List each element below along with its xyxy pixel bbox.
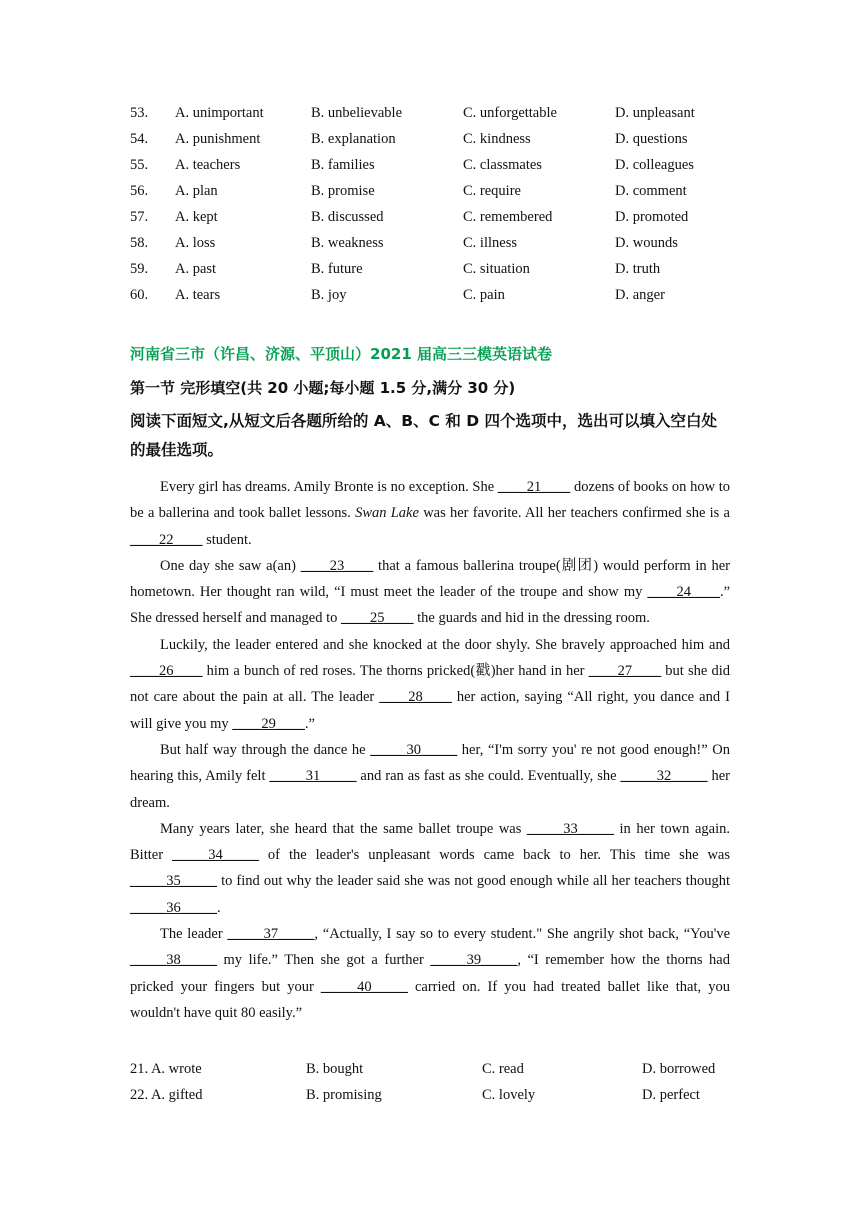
passage-text: was her favorite. All her teachers confirmed she is a bbox=[418, 505, 730, 522]
passage-text: , “Actually, I say so to every student." She angrily shot back, “You've bbox=[314, 926, 731, 943]
blank-23: ____23____ bbox=[300, 557, 374, 574]
passage-text: in her town again. Bitter bbox=[130, 820, 730, 864]
passage-text: and ran as fast as she could. Eventually, she bbox=[356, 768, 621, 785]
passage-text: Many years later, she heard that the same ballet troupe was bbox=[160, 820, 527, 837]
exam-source-title: 河南省三市（许昌、济源、平顶山）2021 届高三三模英语试卷 bbox=[130, 345, 552, 363]
passage-text: her action, saying “All right, you dance and I will give you my bbox=[130, 689, 730, 732]
blank-28: ____28____ bbox=[379, 689, 452, 706]
option-b: B. promising bbox=[306, 1087, 382, 1103]
passage-text: .” bbox=[304, 715, 315, 732]
option-c: C. require bbox=[463, 183, 521, 199]
passage-text: Every girl has dreams. Amily Bronte is no exception. She bbox=[160, 479, 498, 495]
blank-38: _____38_____ bbox=[130, 952, 217, 969]
passage-text: dozens of books on how to be a ballerina and took ballet lessons. bbox=[130, 479, 730, 522]
passage-text: carried on. If you had treated ballet like that, you wouldn't have quit 80 easily.” bbox=[130, 978, 730, 1021]
question-number: 55. bbox=[130, 157, 149, 173]
option-c: C. unforgettable bbox=[463, 105, 557, 121]
blank-31: _____31_____ bbox=[269, 768, 357, 785]
question-number: 54. bbox=[130, 131, 149, 147]
option-d: D. unpleasant bbox=[615, 105, 695, 121]
option-c: C. pain bbox=[463, 287, 505, 303]
option-b: B. bought bbox=[306, 1061, 364, 1077]
question-number: 58. bbox=[130, 235, 149, 251]
passage-text: my life.” Then she got a further bbox=[217, 952, 431, 969]
passage-text: but she did not care about the pain at all. The leader bbox=[130, 663, 731, 706]
option-a: A. kept bbox=[175, 209, 218, 225]
blank-29: ____29____ bbox=[232, 715, 305, 732]
question-number: 56. bbox=[130, 183, 149, 199]
option-b: B. joy bbox=[311, 287, 347, 303]
option-d: D. anger bbox=[615, 287, 665, 303]
option-row bbox=[130, 256, 750, 282]
option-d: D. perfect bbox=[642, 1087, 700, 1103]
section-title: 第一节 完形填空(共 20 小题;每小题 1.5 分,满分 30 分) bbox=[130, 379, 516, 397]
blank-36: _____36_____ bbox=[130, 899, 217, 916]
option-a: A. teachers bbox=[175, 157, 241, 173]
passage-text: But half way through the dance he bbox=[160, 741, 371, 758]
option-row bbox=[130, 230, 750, 256]
paragraph bbox=[130, 737, 730, 816]
blank-21: ____21____ bbox=[497, 479, 571, 495]
passage-text: her dream. bbox=[130, 768, 730, 811]
option-c: C. lovely bbox=[482, 1087, 536, 1103]
option-a: A. unimportant bbox=[175, 105, 264, 121]
option-c: C. remembered bbox=[463, 209, 553, 225]
option-d: D. borrowed bbox=[642, 1061, 716, 1077]
blank-39: _____39_____ bbox=[430, 952, 518, 969]
option-a: A. past bbox=[175, 261, 217, 277]
question-number: 60. bbox=[130, 287, 149, 303]
instruction-text: 阅读下面短文,从短文后各题所给的 A、B、C 和 D 四个选项中，选出可以填入空白处的最佳选项。 bbox=[130, 412, 718, 459]
question-number: 59. bbox=[130, 261, 149, 277]
passage-text: the guards and hid in the dressing room. bbox=[413, 610, 650, 627]
question-number: 53. bbox=[130, 105, 149, 121]
blank-27: ____27____ bbox=[588, 663, 662, 680]
passage-text: The leader bbox=[160, 926, 228, 943]
option-row bbox=[130, 1056, 750, 1082]
passage-text: to find out why the leader said she was not good enough while all her teachers thought bbox=[217, 873, 730, 890]
question-number: 57. bbox=[130, 209, 149, 225]
option-d: D. wounds bbox=[615, 235, 678, 251]
passage-text: Luckily, the leader entered and she knocked at the door shyly. She bravely approached him and bbox=[160, 636, 730, 653]
option-row bbox=[130, 152, 750, 178]
blank-26: ____26____ bbox=[130, 663, 203, 680]
blank-33: _____33_____ bbox=[526, 820, 614, 837]
option-d: D. promoted bbox=[615, 209, 689, 225]
option-row bbox=[130, 282, 750, 308]
option-row bbox=[130, 178, 750, 204]
blank-35: _____35_____ bbox=[130, 873, 217, 890]
paragraph bbox=[130, 553, 730, 632]
blank-40: _____40_____ bbox=[320, 978, 408, 995]
paragraph bbox=[130, 632, 730, 737]
passage-text: of the leader's unpleasant words came back to her. This time she was bbox=[258, 847, 731, 864]
cloze-passage bbox=[130, 474, 730, 1026]
passage-text: him a bunch of red roses. The thorns pricked(戳)her hand in her bbox=[202, 663, 589, 680]
paragraph bbox=[130, 921, 730, 1026]
option-b: B. families bbox=[311, 157, 375, 173]
passage-text: student. bbox=[202, 531, 252, 548]
option-c: C. classmates bbox=[463, 157, 542, 173]
passage-text: that a famous ballerina troupe(剧团) would perform in her hometown. Her thought ran wild, “I must meet the leader of the troupe and show my bbox=[130, 557, 730, 601]
option-a: A. tears bbox=[175, 287, 221, 303]
option-b: B. promise bbox=[311, 183, 375, 199]
option-d: D. colleagues bbox=[615, 157, 694, 173]
option-d: D. comment bbox=[615, 183, 687, 199]
blank-34: _____34_____ bbox=[171, 847, 259, 864]
option-a: 22. A. gifted bbox=[130, 1087, 203, 1103]
option-b: B. explanation bbox=[311, 131, 396, 147]
passage-text: , “I remember how the thorns had pricked your fingers but your bbox=[130, 952, 730, 995]
passage-text: . bbox=[217, 899, 221, 916]
option-b: B. weakness bbox=[311, 235, 384, 251]
passage-text: One day she saw a(an) bbox=[160, 557, 301, 574]
blank-37: _____37_____ bbox=[227, 926, 315, 943]
option-a: A. punishment bbox=[175, 131, 261, 147]
paragraph bbox=[130, 816, 730, 921]
option-row bbox=[130, 100, 750, 126]
passage-text: .” She dressed herself and managed to bbox=[130, 584, 730, 627]
option-b: B. discussed bbox=[311, 209, 384, 225]
blank-30: _____30_____ bbox=[370, 741, 458, 758]
option-d: D. truth bbox=[615, 261, 661, 277]
option-b: B. future bbox=[311, 261, 363, 277]
option-d: D. questions bbox=[615, 131, 688, 147]
option-c: C. read bbox=[482, 1061, 524, 1077]
blank-24: ____24____ bbox=[647, 584, 720, 601]
passage-text: her, “I'm sorry you' re not good enough!” On hearing this, Amily felt bbox=[130, 741, 730, 785]
option-row bbox=[130, 1082, 750, 1108]
option-row bbox=[130, 126, 750, 152]
option-a: A. loss bbox=[175, 235, 216, 251]
option-a: 21. A. wrote bbox=[130, 1061, 202, 1077]
option-b: B. unbelievable bbox=[311, 105, 403, 121]
title-italic: Swan Lake bbox=[355, 505, 419, 522]
option-c: C. situation bbox=[463, 261, 530, 277]
option-a: A. plan bbox=[175, 183, 218, 199]
option-c: C. kindness bbox=[463, 131, 531, 147]
paragraph bbox=[130, 474, 730, 553]
blank-22: ____22____ bbox=[130, 531, 203, 548]
option-c: C. illness bbox=[463, 235, 517, 251]
blank-25: ____25____ bbox=[341, 610, 414, 627]
option-row bbox=[130, 204, 750, 230]
blank-32: _____32_____ bbox=[620, 768, 708, 785]
